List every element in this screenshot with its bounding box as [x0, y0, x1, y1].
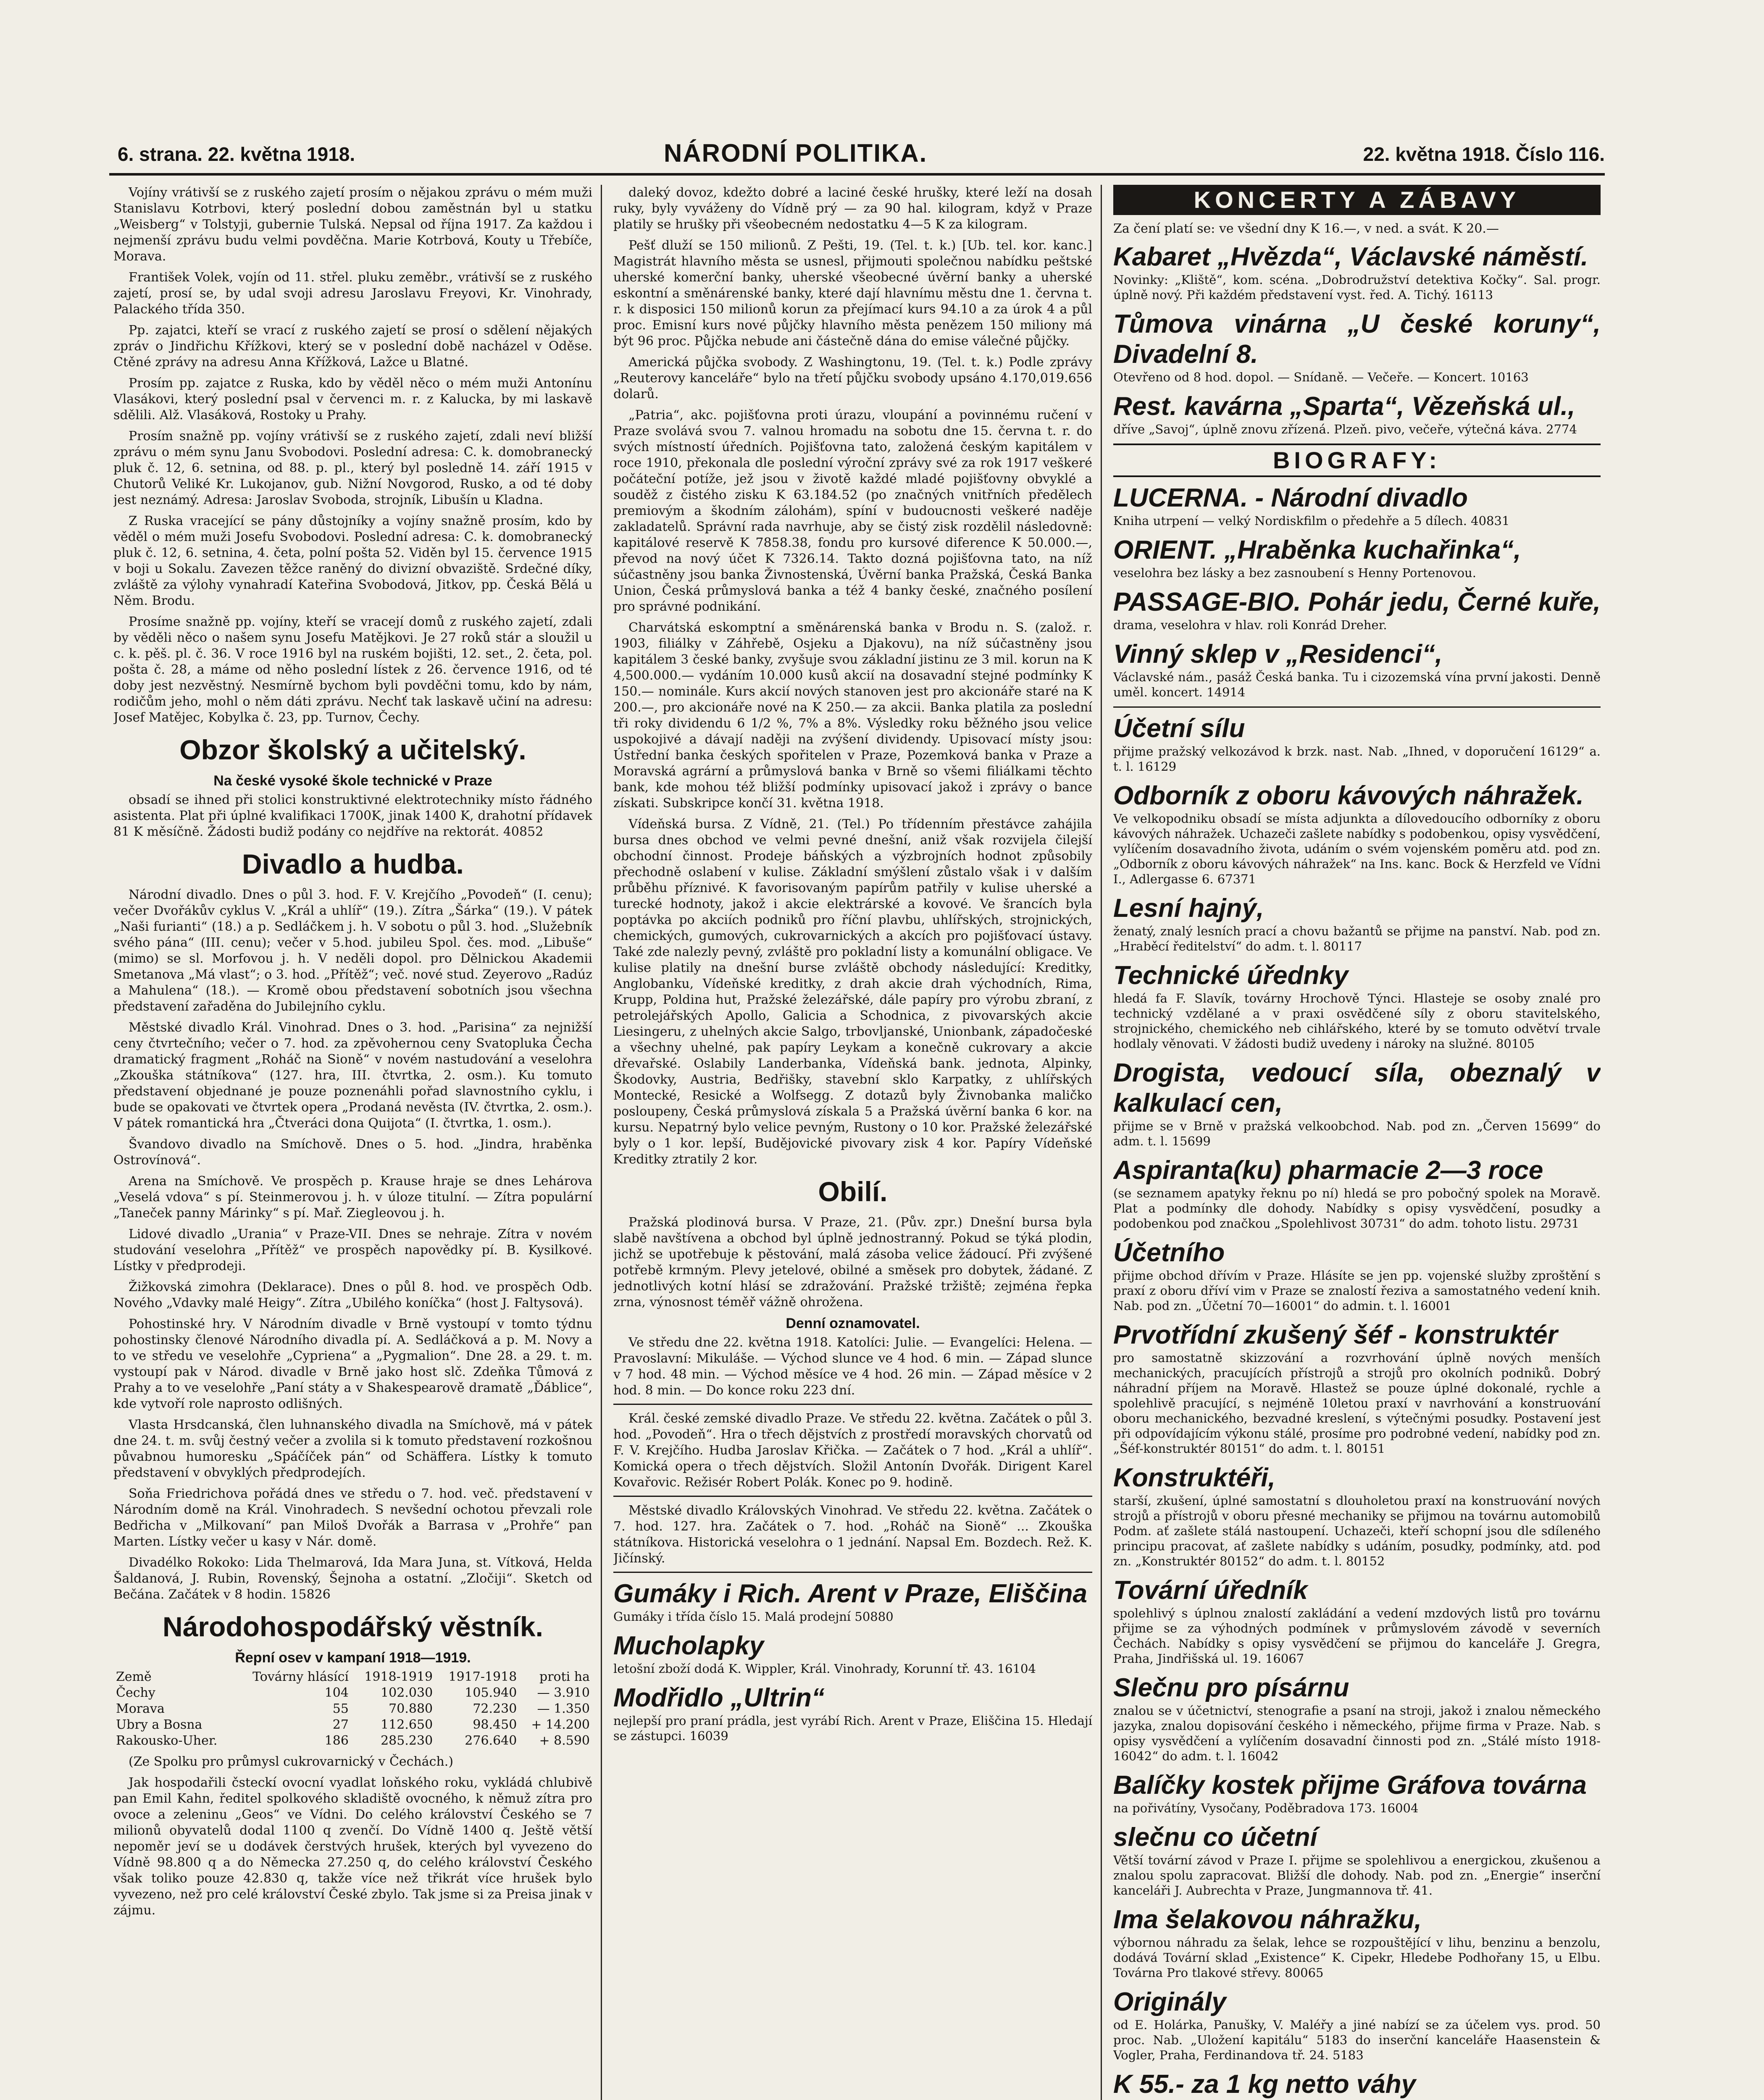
ad-text: pro samostatně skizzování a rozvrhování úplně nových menších mechanických, pracujících přístrojů a strojů pro okolních podniků. Dobrý náhradní příjem na Moravě. Hlastež se pouze úplné dokonalé, rychle a spolehlivě pracující, s nejméně 10letou praxí v navrhování a konstruování oboru mechanického, bezvadné kreslení, s výtečnými posudky. Postavení jest při odpovídajícím výkonu stálé, prosíme pro podrobné vedení, nabídky pod zn. „Šéf-konstruktér 80151“ do adm. t. l. 80151: [1113, 1351, 1601, 1456]
article-text: „Patria“, akc. pojišťovna proti úrazu, vloupání a povinnému ručení v Praze svolává svou 7. valnou hromadu na sobotu dne 15. června t. r. do svých místností úředních. Pojišťovna tato, založená českým kapitálem v roce 1910, překonala dle poslední výroční zprávy své za rok 1917 veškeré počáteční potíže, jež jsou v životě každé mladé pojišťovny obvyklé a souděž z čistého zisku K 63.184.52 (po značných vnitřních předělech premiovým a škodním zálohám), spíní v budoucnosti veškeré naděje zakladatelů. Správní rada navrhuje, aby se čistý zisk rozdělil následovně: kapitálové reservě K 7858.38, fondu pro kursové diference K 50.000.—, převod na nový účet K 7326.14. Takto dozná pojišťovna tato, na níž súčastněny jsou banka Živnostenská, Úvěrní banka Pražská, Česká Banka Union, Česká průmyslová banka a též 4 banky české, značného posílení pro správné podnikání.: [613, 408, 1092, 614]
advertisement: [613, 1631, 1092, 1676]
job-ad: [1113, 961, 1601, 1051]
table-cell: 72.230: [473, 1701, 517, 1716]
ad-text: dříve „Savoj“, úplně znovu zřízená. Plzeň. pivo, večeře, výtečná káva. 2774: [1113, 422, 1577, 436]
advertisement: [1113, 639, 1601, 700]
table-cell: + 8.590: [539, 1733, 590, 1748]
column-2: [613, 185, 1092, 2100]
ad-text: na pořivátíny, Vysočany, Poděbradova 173. 16004: [1113, 1801, 1419, 1815]
separator: [613, 1496, 1092, 1497]
ad-headline: Originály: [1113, 1987, 1226, 2016]
ad-headline: Slečnu pro písárnu: [1113, 1673, 1349, 1702]
article-text: obsadí se ihned při stolici konstruktivné elektrotechniky místo řádného asistenta. Plat při úplné kvalifikaci 1700K, jinak 1400 K, drahotní přídavek 81 K měsíčně. Žádosti budiž podány co nejdříve na rektorát. 40852: [113, 793, 592, 839]
page-date-left: 6. strana. 22. května 1918.: [118, 143, 355, 165]
job-ad: [1113, 1987, 1601, 2063]
ad-headline: PASSAGE-BIO. Pohár jedu, Černé kuře,: [1113, 588, 1601, 617]
ad-headline: Technické úřednky: [1113, 961, 1349, 990]
article-text: Pražská plodinová bursa. V Praze, 21. (Pův. zpr.) Dnešní bursa byla slabě navštívena a obchod byl úplně jednostranný. Pokud se týká plodin, jichž se upotřebuje k pěstování, malá zásoba velice žádoucí. Při zvýšené potřebě krmným. Plevy jetelové, obilné a směsek pro dobytek, žádané. Z jednotlivých kotní hlásí se zdražování. Pražské tržiště; zejména řepka zrna, výnosnost téměř vážně ohrožena.: [613, 1215, 1092, 1310]
job-ad: [1113, 1463, 1601, 1569]
table-cell: 27: [332, 1717, 349, 1732]
job-ad: [1113, 1058, 1601, 1149]
table-row: [113, 1685, 592, 1701]
article-text: Americká půjčka svobody. Z Washingtonu, 19. (Tel. t. k.) Podle zprávy „Reuterovy kanceláře“ bylo na třetí půjčku svobody upsáno 4.170,019.656 dolarů.: [613, 355, 1092, 402]
theater-item: Vlasta Hrsdcanská, člen luhnanského divadla na Smíchově, má v pátek dne 24. t. m. svůj čestný večer a zvolila si k tomuto představení rozkošnou půvabnou humoresku „Spáčíček pán“ od Schäffera. Lístky k tomuto představení v obvyklých předprodejích.: [113, 1418, 592, 1480]
ad-text: Kniha utrpení — velký Nordiskfilm o předehře a 5 dílech. 40831: [1113, 514, 1510, 528]
column-3-advertisements: [1113, 185, 1601, 2100]
ad-headline: ORIENT. „Hraběnka kuchařinka“,: [1113, 536, 1521, 564]
job-ad: [1113, 1238, 1601, 1313]
ad-headline: Účetního: [1113, 1238, 1225, 1267]
table-row: [113, 1701, 592, 1717]
ad-text: veselohra bez lásky a bez zasnoubení s Henny Portenovou.: [1113, 566, 1476, 580]
job-ad: [1113, 1320, 1601, 1456]
separator: [613, 1404, 1092, 1405]
advertisement: [1113, 391, 1601, 437]
masthead-rule: [109, 173, 1605, 176]
ad-headline: Rest. kavárna „Sparta“, Vězeňská ul.,: [1113, 392, 1575, 421]
table-cell: — 1.350: [537, 1701, 590, 1716]
ad-text: drama, veselohra v hlav. roli Konrád Dreher.: [1113, 618, 1387, 632]
table-row: [113, 1717, 592, 1733]
article-text: daleký dovoz, kdežto dobré a laciné české hrušky, které leží na dosah ruky, byly vyváženy do Vídně prý — za 90 hal. kilogram, když v Praze platily se hrušky při všeobecném nedostatku 4—5 K za kilogram.: [613, 185, 1092, 232]
notice: František Volek, vojín od 11. střel. pluku zeměbr., vrátivší se z ruského zajetí, prosí se, by udal svoji adresu Jaroslavu Freyovi, Kr. Vinohrady, Palackého třída 350.: [113, 270, 592, 317]
table-cell: Čechy: [116, 1685, 155, 1700]
subheading: Denní oznamovatel.: [786, 1315, 920, 1331]
separator: [613, 1572, 1092, 1573]
table-header: proti ha: [539, 1670, 590, 1684]
table-note: (Ze Spolku pro průmysl cukrovarnický v Čechách.): [129, 1754, 454, 1769]
ad-text: letošní zboží dodá K. Wippler, Král. Vinohrady, Korunní tř. 43. 16104: [613, 1662, 1036, 1676]
advertisement: [613, 1579, 1092, 1624]
job-ad: [1113, 2069, 1601, 2100]
ad-text: (se seznamem apatyky řeknu po ní) hledá se pro pobočný spolek na Moravě. Plat a podmínky dle dohody. Nabídky s opisy vysvědčení, posudky a podobenkou pod značkou „Spolehlivost 30731“ do adm. tohoto listu. 29731: [1113, 1186, 1601, 1231]
notice: Prosím snažně pp. vojíny vrátivší se z ruského zajetí, zdali neví bližší zprávu o mém synu Janu Svobodovi. Poslední adresa: C. k. domobranecký pluk č. 12, 6. setnina, od 88. p. pl., který byl posledně 14. září 1915 v Chutorů Veliké Kr. Lukojanov, gub. Nižní Novgorod, Rusko, a od té doby jest neznámý. Adresa: Jaroslav Svoboda, strojník, Libušín u Kladna.: [113, 429, 592, 507]
table-cell: 102.030: [381, 1685, 433, 1700]
ad-text: spolehlivý s úplnou znalostí zakládání a vedení mzdových listů pro továrnu přijme se za výhodných podmínek v průmyslovém závodě v severních Čechách. Nabídky s opisy vysvědčení se přijmou do kanceláře J. Gregra, Praha, Jindřišská ul. 19. 16067: [1113, 1606, 1601, 1666]
ad-text: nejlepší pro praní prádla, jest vyrábí Rich. Arent v Praze, Eliščina 15. Hledají se zástupci. 16039: [613, 1714, 1092, 1743]
ad-text: Gumáky i třída číslo 15. Malá prodejní 50880: [613, 1609, 894, 1624]
ad-text: starší, zkušení, úplné samostatní s dlouholetou praxí na konstruování nových strojů a přístrojů v oboru přesné mechaniky se přijmou na továrnu automobilů Podm. ať zašlete stálá nastoupení. Uchazeči, kteří schopní jsou dle sdíleného principu pracovat, ať zašlete nabídky s udáním, posudky, podmínky, atd. pod zn. „Konstruktér 80152“ do adm. t. l. 80152: [1113, 1494, 1601, 1568]
section-heading-economy: Národohospodářský věstník.: [163, 1611, 543, 1642]
advertisement: [1113, 309, 1601, 385]
table-cell: + 14.200: [531, 1717, 590, 1732]
table-cell: 98.450: [473, 1717, 517, 1732]
masthead: [109, 139, 1605, 172]
ad-headline: Modřidlo „Ultrin“: [613, 1683, 825, 1712]
table-header: Země: [116, 1670, 152, 1684]
theater-item: Švandovo divadlo na Smíchově. Dnes o 5. hod. „Jindra, hraběnka Ostrovínová“.: [113, 1137, 592, 1168]
section-heading-grain: Obilí.: [818, 1176, 888, 1207]
theater-item: Divadélko Rokoko: Lida Thelmarová, Ida Mara Juna, st. Vítková, Helda Šaldanová, J. Rubin, Rovenský, Šejnoha a ostatní. „Zločiji“. Sketch od Bečána. Začátek v 8 hodin. 15826: [113, 1555, 592, 1602]
ad-headline: Tůmova vinárna „U české koruny“, Divadelní 8.: [1113, 310, 1601, 369]
article-text: Charvátská eskomptní a směnárenská banka v Brodu n. S. (založ. r. 1903, filiálky v Záhřebě, Osjeku a Djakovu), na níž súčastněny jsou kapitálem 3 české banky, zvyšuje svou základní jistinu ze 3 mil. korun na K 4,500.000.— vydáním 10.000 kusů akcií na dosavadní stejné podmínky K 150.— nominále. Kurs akcií nových stanoven jest pro akcionáře staré na K 200.—, pro akcionáře nové na K 250.— za akcii. Banka platila za poslední tři roky dividendu 6 1/2 %, 7% a 8%. Výsledky roku běžného jsou velice uspokojivé a dávají naději na zvýšení dividendy. Upisovací místy jsou: Ústřední banka českých spořitelen v Praze, Pozemková banka v Praze a Moravská agrární a průmyslová banka v Brně so všemi filiálkami těchto bank, kde mohou též bližší podmínky upisovací jakož i zprávy o bance získati. Subskripce končí 31. května 1918.: [613, 620, 1092, 811]
advertisement: [1113, 242, 1601, 302]
column-divider: [1101, 185, 1102, 2100]
ad-headline: Tovární úředník: [1113, 1576, 1308, 1605]
ad-headline: slečnu co účetní: [1113, 1823, 1317, 1852]
notice: Vojíny vrátivší se z ruského zajetí prosím o nějakou zprávu o mém muži Stanislavu Kotrbovi, který poslední dobou zaměstnán byl u statku „Weisberg“ v Tolstyji, gubernie Tulská. Nepsal od října 1917. Za každou i nejmenší zprávu budu velmi povděčna. Marie Kotrbová, Kouty u Třebíče, Morava.: [113, 185, 592, 264]
theater-item: Žižkovská zimohra (Deklarace). Dnes o půl 8. hod. ve prospěch Odb. Nového „Vdavky malé Heigy“. Zítra „Ubilého koníčka“ (host J. Faltysová).: [113, 1280, 592, 1310]
ad-headline: Účetní sílu: [1113, 714, 1245, 743]
theater-item: Lidové divadlo „Urania“ v Praze-VII. Dnes se nehraje. Zítra v novém studování veselohra „Přítěž“ ve prospěch napovědky pí. B. Kysilkové. Lístky v předprodeji.: [113, 1227, 592, 1273]
program-item: Král. české zemské divadlo Praze. Ve středu 22. května. Začátek o půl 3. hod. „Povodeň“. Hra o třech dějstvích z prostředí moravských chorvatů od F. V. Krejčího. Hudba Jaroslav Křička. — Začátek o 7 hod. „Král a uhlíř“. Komická opera o třech dějstvích. Složil Antonín Dvořák. Dirigent Karel Kovařovic. Režisér Robert Polák. Konec po 9. hodině.: [613, 1411, 1092, 1490]
ad-text: Václavské nám., pasáž Česká banka. Tu i cizozemská vína první jakosti. Denně uměl. koncert. 14914: [1113, 670, 1601, 699]
ad-text: Ve velkopodniku obsadí se místa adjunkta a dílovedoucího odborníky z oboru kávových náhražek. Uchazeči zašlete nabídky s podobenkou, opisy vysvědčení, vylíčením dosavadního života, udáním o svém vojenském poměru atd. pod zn. „Odborník z oboru kávových náhražek“ na Ins. kanc. Bock & Herzfeld ve Vídni I., Adlergasse 6. 67371: [1113, 811, 1601, 886]
advertisement: [1113, 483, 1601, 528]
table-row: [113, 1733, 592, 1749]
ad-headline: Prvotřídní zkušený šéf - konstruktér: [1113, 1320, 1558, 1349]
ad-headline: Gumáky i Rich. Arent v Praze, Eliščina: [613, 1579, 1087, 1608]
ad-text: znalou se v účetnictví, stenografie a psaní na stroji, jakož i znalou německého jazyka, znalou dopisování českého i německého, přijme firma v Praze. Nab. s opisy vysvědčení a vylíčením dosavadní činnosti pod zn. „Stálé místo 1918-16042“ do adm. t. l. 16042: [1113, 1704, 1601, 1763]
table-cell: 104: [324, 1685, 349, 1700]
ad-text: Otevřeno od 8 hod. dopol. — Snídaně. — Večeře. — Koncert. 10163: [1113, 370, 1529, 384]
ad-headline: Odborník z oboru kávových náhražek.: [1113, 781, 1584, 810]
table-header: 1917-1918: [448, 1670, 517, 1684]
table-header-row: [113, 1669, 592, 1685]
ad-text: přijme pražský velkozávod k brzk. nast. Nab. „Ihned, v doporučení 16129“ a. t. l. 16129: [1113, 744, 1601, 774]
job-ad: [1113, 1575, 1601, 1666]
ad-headline: Lesní hajný,: [1113, 894, 1264, 923]
notice: Prosíme snažně pp. vojíny, kteří se vracejí domů z ruského zajetí, zdali by věděli něco o našem synu Josefu Matějkovi. Je 27 roků stár a sloužil u c. k. pěš. pl. č. 36. V roce 1916 byl na ruském bojišti, 12. set., 2. četa, pol. pošta č. 28, a máme od něho poslední lístek z 26. července 1916, od té doby jest nezvěstný. Nesmírně bychom byli povděčni tomu, kdo by nám, rodičům jeho, mohl o něm dáti zprávu. Nechť tak laskavě učiní na adresu: Josef Matějec, Kobylka č. 23, pp. Turnov, Čechy.: [113, 614, 592, 725]
ad-headline: Vinný sklep v „Residenci“,: [1113, 640, 1443, 669]
table-cell: Rakousko-Uher.: [116, 1733, 218, 1748]
job-ad: [1113, 781, 1601, 887]
ad-text: přijme se v Brně v pražská velkoobchod. Nab. pod zn. „Červen 15699“ do adm. t. l. 15699: [1113, 1119, 1601, 1148]
table-cell: 285.230: [381, 1733, 433, 1748]
ad-text: výbornou náhradu za šelak, lehce se rozpouštějící v lihu, benzinu a benzolu, dodává Tovární sklad „Existence“ K. Cipekr, Hledebe Podhořany 15, u Elbu. Továrna Pro tlakové střevy. 80065: [1113, 1935, 1601, 1980]
subheading: Řepní osev v kampaní 1918—1919.: [235, 1650, 471, 1666]
article-text: Vídeňská bursa. Z Vídně, 21. (Tel.) Po třídenním přestávce zahájila bursa dnes obchod ve velmi pevné dnešní, aniž však rozvijela čilejší obchodní činnost. Prodeje báňských a výzbrojních hodnot způsobily přechodně oslabení v kulise. Základní smýšlení zůstalo však i v dalším průběhu příznivé. K favorisovaným papírům patřily v kulise uherské a turecké hodnoty, jakož i akcie elektrárské a kovové. Ve šrancích byla poptávka po akciích podniků pro říční plavbu, uhlířských, strojnických, chemických, gumových, cukrovarnických a akcích pro pojišťovací ústavy. Také zde nalezly pevný, zvláště pro pokladní listy a komunální obligace. Ve kulise platily na dnešní burse zvláště obchody následující: Kreditky, Anglobanku, Vídeňské kreditky, z drah akcie drah východních, Rima, Krupp, Poldina hut, Pražské železářské, dále papíry pro výrobu zbraní, z petrolejářských Apollo, Galicia a Schodnica, z pivovarských akcie Liesingeru, z uhelných akcie Salgo, trbovljanské, Unionbank, západočeské a všechny uhelné, pak papíry Leykam a konečně cukrovary a akcie dřevařské. Oslabily Landerbanka, Vídeňská bank. jednota, Alpinky, Škodovky, Austria, Bedřišky, stavební sklo Karpatky, z uhlířských Montecké, Resické a Wolfsegg. Z dotazů byly Živnobanka maličko posloupeny, Česká průmyslová získala 5 a Pražská úvěrní banka 6 kor. na kursu. Nepatrný bylo velice pevným, Rustony o 10 kor. Pražské železářské byly o 1 kor. lepší, Budějovické pivovary zisk 4 kor. Papíry Vídeňské Kreditky ztratily 2 kor.: [613, 817, 1092, 1167]
ad-headline: K 55.- za 1 kg netto váhy: [1113, 2070, 1416, 2099]
ad-headline: Ima šelakovou náhražku,: [1113, 1905, 1422, 1934]
job-ad: [1113, 1770, 1601, 1816]
job-ad: [1113, 893, 1601, 954]
ad-text: Větší tovární závod v Praze I. přijme se spolehlivou a energickou, zkušenou a znalou spolu zapracovat. Bližší dle dohody. Nab. pod zn. „Energie“ inserční kanceláři J. Aubrechta v Praze, Jungmannova tř. 41.: [1113, 1853, 1601, 1898]
table-header: 1918-1919: [364, 1670, 433, 1684]
pricing-note: Za čení platí se: ve všední dny K 16.—, v ned. a svát. K 20.—: [1113, 221, 1499, 236]
advertisement: [1113, 587, 1601, 633]
article-text: Pešť dluží se 150 milionů. Z Pešti, 19. (Tel. t. k.) [Ub. tel. kor. kanc.] Magistrát hlavního města se usnesl, přijmouti společnou nabídku peštské uherské komerční banky, uherské všeobecné úvěrní banky a uherské eskontní a směnárenské banky, které dají hlavnímu městu dne 1. června t. r. k disposici 150 milionů korun za přejímací kurs 94.10 a za úrok 4 a půl proc. Emisní kurs nové půjčky hlavního města penězem 150 miliony má být 96 proc. Půjčka nebude ani částečně dána do emise válečné půjčky.: [613, 238, 1092, 349]
theater-item: Arena na Smíchově. Ve prospěch p. Krause hraje se dnes Lehárova „Veselá vdova“ s pí. Steinmerovou j. h. v úloze titulní. — Zítra populární „Taneček panny Márinky“ s pí. Mař. Ziegleovou j. h.: [113, 1174, 592, 1221]
job-ad: [1113, 714, 1601, 774]
ad-headline: Mucholapky: [613, 1631, 764, 1660]
beet-table: [113, 1669, 592, 1749]
theater-item: Městské divadlo Král. Vinohrad. Dnes o 3. hod. „Parisina“ za nejnižší ceny čtvrtečního; večer o 7. hod. za zpěvohernou ceny Svatopluka Čecha dramatický fragment „Roháč na Sioně“ v novém nastudování a veselohra „Zkouška státníkova“ (127. hra, III. čtvrtka, 2. osm.). Ku tomuto představení objednané je pouze poznenáhli pořad slavnostního cyklu, i bude se opakovati ve čtvrtek opera „Prodaná nevěsta (IV. čtvrtka, 2. osm.). V pátek romantická hra „Čtveráci dona Quijota“ (I. čtvrtka, 1. osm.).: [113, 1020, 592, 1131]
ad-headline: Konstruktéři,: [1113, 1463, 1275, 1492]
table-cell: Ubry a Bosna: [116, 1717, 202, 1732]
table-cell: 105.940: [465, 1685, 517, 1700]
job-ad: [1113, 1155, 1601, 1231]
theater-item: Soňa Friedrichova pořádá dnes ve středu o 7. hod. več. představení v Národním domě na Král. Vinohradech. S nevšední ochotou převzali role Bedřicha v „Milkovaní“ pan Miloš Dvořák a Barrasa v „Prohře“ pan Marten. Lístky večer u kasy v Nár. domě.: [113, 1486, 592, 1549]
table-cell: 186: [324, 1733, 349, 1748]
job-ad: [1113, 1905, 1601, 1980]
ad-text: ženatý, znalý lesních prací a chovu bažantů se přijme na panství. Nab. pod zn. „Hraběcí ředitelství“ do adm. t. l. 80117: [1113, 924, 1601, 953]
notice: Prosím pp. zajatce z Ruska, kdo by věděl něco o mém muži Antonínu Vlasákovi, který poslední psal v červenci m. r. z Kalucka, by mi laskavě sdělili. Alž. Vlasáková, Rostoky u Prahy.: [113, 376, 592, 423]
table-cell: 55: [332, 1701, 349, 1716]
table-cell: 276.640: [465, 1733, 517, 1748]
table-cell: Morava: [116, 1701, 165, 1716]
section-banner-concerts: KONCERTY A ZÁBAVY: [1113, 185, 1601, 215]
ad-text: přijme obchod dřívím v Praze. Hlásíte se jen pp. vojenské služby zproštění s praxí z oboru dříví vim v Praze se znalostí řeziva a samostatného vedení knih. Nab. pod zn. „Účetní 70—16001“ do admin. t. l. 16001: [1113, 1268, 1601, 1313]
newspaper-title: NÁRODNÍ POLITIKA.: [664, 139, 928, 167]
notice: Pp. zajatci, kteří se vrací z ruského zajetí se prosí o sdělení nějakých zpráv o Jindřichu Křížkovi, který se v poslední době nacházel v Oděse. Ctěné zprávy na adresu Anna Křížková, Lažce u Blatné.: [113, 323, 592, 370]
section-heading-school: Obzor školský a učitelský.: [179, 734, 526, 765]
separator: [1113, 706, 1601, 708]
article-text: Ve středu dne 22. května 1918. Katolíci: Julie. — Evangelíci: Helena. — Pravoslavní: Mikuláše. — Východ slunce ve 4 hod. 6 min. — Západ slunce v 7 hod. 48 min. — Východ měsíce ve 4 hod. 26 min. — Západ měsíce v 2 hod. 8 min. — Do konce roku 223 dní.: [613, 1335, 1092, 1398]
table-cell: 70.880: [389, 1701, 433, 1716]
advertisement: [613, 1683, 1092, 1743]
ad-headline: Aspiranta(ku) pharmacie 2—3 roce: [1113, 1156, 1543, 1185]
column-divider: [601, 185, 602, 2100]
article-text: Jak hospodařili čsteckí ovocní vyadlat loňského roku, vykládá chlubivě pan Emil Kahn, ředitel spolkového skladiště ovocného, k němuž zítra pro ovoce a zeleninu „Geos“ ve Vídni. Do celého království Českého se 7 milionů obyvatelů dodal 1100 q zvenčí. Do Vídně 1400 q. Ještě větší nepoměr jeví se u dodávek čerstvých hrušek, kterých byl vyvezeno do Vídně 98.800 q a do Německa 27.250 q, do celého království Českého však toliko pouze 42.830 q, takže více než třikrát více hrušek bylo vyvezeno, než pro celé království České zbylo. Tak jsme si za Preisa jinak v zájmu.: [113, 1775, 592, 1918]
section-heading-theater: Divadlo a hudba.: [242, 848, 464, 879]
ad-headline: LUCERNA. - Národní divadlo: [1113, 483, 1468, 512]
advertisement: [1113, 535, 1601, 580]
issue-number: 22. května 1918. Číslo 116.: [1363, 143, 1605, 165]
job-ad: [1113, 1822, 1601, 1898]
notice: Z Ruska vracející se pány důstojníky a vojíny snažně prosím, kdo by věděl o mém muži Josefu Svobodovi. Poslední adresa: C. k. domobranecký pluk č. 12, 6. setnina, 4. četa, polní pošta 52. Viděn byl 15. července 1915 v boji u Sokalu. Zavezen těžce raněný do divizní obvaziště. Srdečné díky, zvláště za výlohy vynahradí Kateřina Svobodová, Jitkov, pp. Česká Bělá u Něm. Brodu.: [113, 514, 592, 608]
column-1: [113, 185, 592, 2100]
table-cell: 112.650: [381, 1717, 433, 1732]
ad-headline: Kabaret „Hvězda“, Václavské náměstí.: [1113, 242, 1588, 271]
theater-item: Národní divadlo. Dnes o půl 3. hod. F. V. Krejčího „Povodeň“ (I. cenu); večer Dvořákův cyklus V. „Král a uhlíř“ (19.). Zítra „Šárka“ (19.). V pátek „Naši furianti“ (18.) a p. Sedláčkem j. h. V sobotu o půl 3. hod. „Služebník svého pána“ (III. cenu); večer v 5.hod. jubileu Spol. čes. mod. „Libuše“ (mimo) se sl. Morfovou j. h. V neděli dopol. pro Dělnickou Akademii Smetanova „Má vlast“; o 3. hod. „Přítěž“; več. nové stud. Zeyerovo „Radúz a Mahulena“ (18.). — Kromě obou představení sobotních jsou všechna představení zařaděna do Jubilejního cyklu.: [113, 887, 592, 1014]
job-ad: [1113, 1673, 1601, 1764]
ad-text: od E. Holárka, Panušky, V. Maléřy a jiné nabízí se za účelem vys. prod. 50 proc. Nab. „Uložení kapitálu“ 5183 do inserční kanceláře Haasenstein & Vogler, Praha, Ferdinandova tř. 24. 5183: [1113, 2018, 1601, 2062]
ad-headline: Balíčky kostek přijme Gráfova továrna: [1113, 1771, 1587, 1800]
ad-text: hledá fa F. Slavík, továrny Hrochově Týnci. Hlasteje se osoby znalé pro technický vzdělané a v praxi osvědčené síly z oboru stavitelského, strojnického, chemického neb cihlářského, které by se tomuto odvětví trvale hodlaly věnovati. V žádosti budiž uvedeny i nároky na služné. 80105: [1113, 991, 1601, 1051]
ad-text: Novinky: „Kliště“, kom. scéna. „Dobrodružství detektiva Kočky“. Sal. progr. úplně nový. Při každém představení vyst. řed. A. Tichý. 16113: [1113, 273, 1601, 302]
table-header: Továrny hlásící: [252, 1670, 349, 1684]
program-item: Městské divadlo Královských Vinohrad. Ve středu 22. května. Začátek o 7. hod. 127. hra. Začátek o 7. hod. „Roháč na Sioně“ ... Zkouška státníkova. Historická veselohra o 1 jednání. Napsal Em. Bozdech. Rež. K. Jičínský.: [613, 1503, 1092, 1566]
theater-item: Pohostinské hry. V Národním divadle v Brně vystoupí v tomto týdnu pohostinsky členové Národního divadla pí. A. Sedláčková a p. M. Novy a to ve středu ve veselohře „Cypriena“ a „Pygmalion“. Dne 28. a 29. t. m. vystoupí pak v Národ. divadle v Brně jako host slč. Zdeňka Tůmová z Prahy a to ve veselohře „Paní státy a v Shakespearově dramatě „Ďáblice“, kde vytvoří role naprosto odlišných.: [113, 1317, 592, 1411]
subheading: Na české vysoké škole technické v Praze: [213, 773, 492, 789]
ad-headline: Drogista, vedoucí síla, obeznalý v kalkulací cen,: [1113, 1058, 1601, 1118]
table-cell: — 3.910: [537, 1685, 590, 1700]
section-banner-cinemas: BIOGRAFY:: [1113, 444, 1601, 477]
